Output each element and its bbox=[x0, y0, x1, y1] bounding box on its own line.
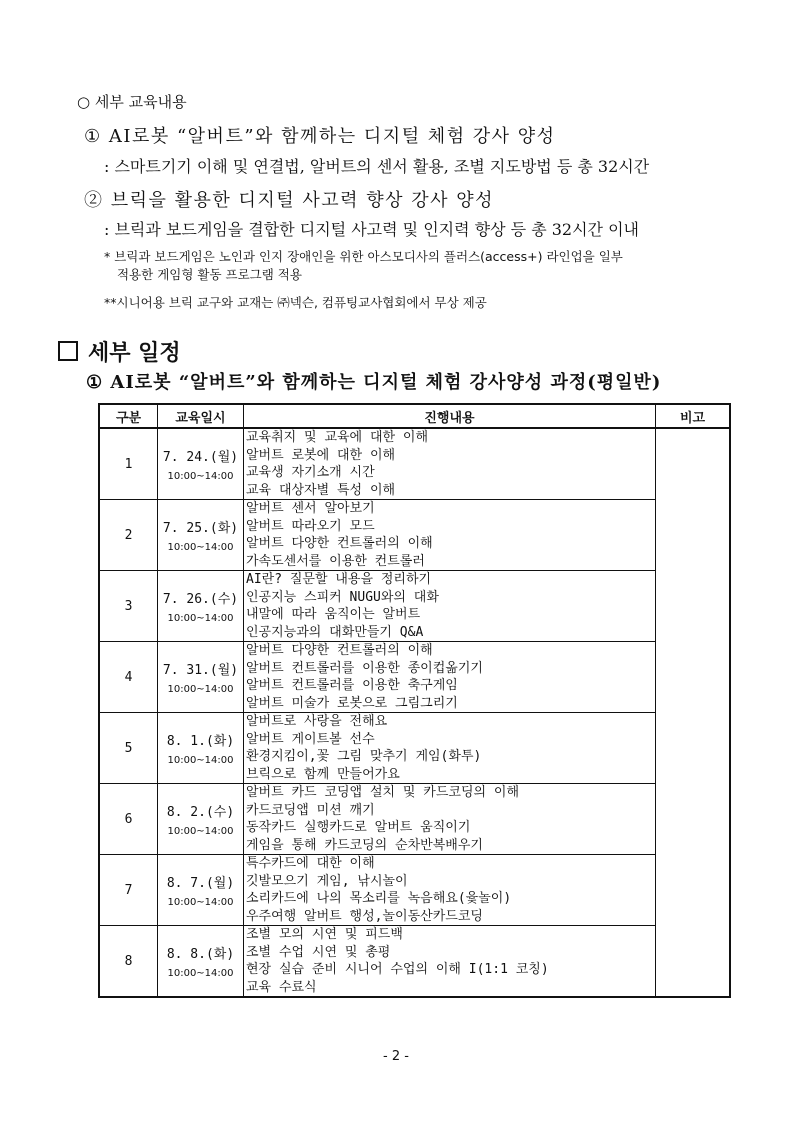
session-number: 4 bbox=[99, 642, 158, 713]
remarks-cell bbox=[656, 428, 731, 997]
session-number: 1 bbox=[99, 428, 158, 500]
session-content bbox=[244, 926, 656, 998]
course-1-description: : 스마트기기 이해 및 연결법, 알버트의 센서 활용, 조별 지도방법 등 총 32시간 bbox=[104, 157, 650, 176]
content-item: 교육생 자기소개 시간 bbox=[246, 465, 375, 480]
session-date: 7. 25.(화) bbox=[162, 521, 239, 536]
col-header-num: 구분 bbox=[99, 404, 158, 428]
session-date: 7. 26.(수) bbox=[162, 592, 239, 607]
content-item: 알버트 미술가 로봇으로 그림그리기 bbox=[246, 695, 458, 711]
session-datetime bbox=[158, 784, 244, 855]
content-item: 알버트 따라오기 모드 bbox=[246, 518, 375, 534]
col-header-content: 진행내용 bbox=[244, 404, 656, 428]
session-date: 7. 24.(월) bbox=[162, 450, 239, 465]
content-item: 교육 수료식 bbox=[246, 979, 317, 995]
content-item: 알버트로 사랑을 전해요 bbox=[246, 714, 388, 729]
content-item: 교육취지 및 교육에 대한 이해 bbox=[246, 430, 429, 445]
session-date: 8. 2.(수) bbox=[166, 805, 235, 820]
session-time: 10:00~14:00 bbox=[167, 613, 234, 624]
content-item: 교육 대상자별 특성 이해 bbox=[246, 482, 396, 498]
content-item: 깃발모으기 게임, 낚시놀이 bbox=[246, 873, 408, 889]
session-time: 10:00~14:00 bbox=[167, 684, 234, 695]
schedule-heading-text: 세부 일정 bbox=[88, 341, 181, 366]
session-date: 7. 31.(월) bbox=[162, 663, 239, 678]
footnote-2: **시니어용 브릭 교구와 교재는 ㈜넥슨, 컴퓨팅교사협회에서 무상 제공 bbox=[104, 295, 487, 310]
session-content bbox=[244, 642, 656, 713]
session-time: 10:00~14:00 bbox=[167, 826, 234, 837]
content-item: 소리카드에 나의 목소리를 녹음해요(윷놀이) bbox=[246, 891, 512, 906]
session-time: 10:00~14:00 bbox=[167, 968, 234, 979]
session-datetime bbox=[158, 571, 244, 642]
content-item: 현장 실습 준비 시니어 수업의 이해 I(1:1 코칭) bbox=[246, 962, 549, 977]
session-number: 8 bbox=[99, 926, 158, 998]
session-number: 2 bbox=[99, 500, 158, 571]
schedule-table-body bbox=[99, 428, 730, 997]
session-time: 10:00~14:00 bbox=[167, 471, 234, 482]
session-datetime bbox=[158, 926, 244, 998]
session-time: 10:00~14:00 bbox=[167, 897, 234, 908]
session-content bbox=[244, 713, 656, 784]
schedule-table bbox=[98, 403, 731, 998]
session-date: 8. 1.(화) bbox=[166, 734, 235, 749]
session-datetime bbox=[158, 642, 244, 713]
session-content bbox=[244, 784, 656, 855]
session-number: 5 bbox=[99, 713, 158, 784]
content-item: 알버트 다양한 컨트롤러의 이해 bbox=[246, 643, 433, 658]
content-item: 조별 모의 시연 및 피드백 bbox=[246, 927, 403, 942]
session-content bbox=[244, 500, 656, 571]
table-row bbox=[99, 642, 730, 713]
content-item: 동작카드 실행카드로 알버트 움직이기 bbox=[246, 820, 471, 835]
content-item: 조별 수업 시연 및 총평 bbox=[246, 944, 391, 960]
table-row bbox=[99, 500, 730, 571]
table-row bbox=[99, 926, 730, 998]
session-datetime bbox=[158, 713, 244, 784]
content-item: 알버트 컨트롤러를 이용한 종이컵옮기기 bbox=[246, 660, 483, 676]
schedule-subheading: ① AI로봇 “알버트”와 함께하는 디지털 체험 강사양성 과정(평일반) bbox=[86, 372, 662, 393]
checkbox-square-icon bbox=[58, 341, 78, 361]
table-row bbox=[99, 428, 730, 500]
session-content bbox=[244, 571, 656, 642]
footnote-1 bbox=[104, 248, 623, 284]
session-content bbox=[244, 855, 656, 926]
session-content bbox=[244, 428, 656, 500]
session-datetime bbox=[158, 500, 244, 571]
session-number: 3 bbox=[99, 571, 158, 642]
footnote-1-line-1: * 브릭과 보드게임은 노인과 인지 장애인을 위한 아스모디사의 플러스(access+) 라인업을 일부 bbox=[104, 249, 623, 264]
session-time: 10:00~14:00 bbox=[167, 542, 234, 553]
content-item: 인공지능 스피커 NUGU와의 대화 bbox=[246, 589, 439, 605]
content-item: 알버트 센서 알아보기 bbox=[246, 501, 375, 516]
session-number: 6 bbox=[99, 784, 158, 855]
content-item: 알버트 카드 코딩앱 설치 및 카드코딩의 이해 bbox=[246, 785, 520, 800]
session-datetime bbox=[158, 855, 244, 926]
content-item: AI란? 질문할 내용을 정리하기 bbox=[246, 572, 432, 587]
content-item: 알버트 컨트롤러를 이용한 축구게임 bbox=[246, 678, 458, 693]
detail-content-heading: ○ 세부 교육내용 bbox=[77, 93, 187, 111]
col-header-note: 비고 bbox=[656, 404, 731, 428]
table-row bbox=[99, 571, 730, 642]
content-item: 환경지킴이,꽃 그림 맞추기 게임(화투) bbox=[246, 749, 482, 764]
content-item: 인공지능과의 대화만들기 Q&A bbox=[246, 624, 424, 640]
content-item: 우주여행 알버트 행성,놀이동산카드코딩 bbox=[246, 908, 483, 924]
course-2-title: ② 브릭을 활용한 디지털 사고력 향상 강사 양성 bbox=[84, 190, 495, 211]
schedule-heading bbox=[58, 336, 181, 367]
footnote-1-line-2: 적용한 게임형 활동 프로그램 적용 bbox=[117, 267, 302, 282]
content-item: 특수카드에 대한 이해 bbox=[246, 856, 375, 871]
course-2-description: : 브릭과 보드게임을 결합한 디지털 사고력 및 인지력 향상 등 총 32시간 이내 bbox=[104, 220, 640, 239]
content-item: 알버트 게이트볼 선수 bbox=[246, 731, 375, 747]
content-item: 알버트 로봇에 대한 이해 bbox=[246, 447, 396, 463]
table-row bbox=[99, 855, 730, 926]
session-date: 8. 7.(월) bbox=[166, 876, 235, 891]
content-item: 알버트 다양한 컨트롤러의 이해 bbox=[246, 536, 433, 551]
session-date: 8. 8.(화) bbox=[166, 947, 235, 962]
session-time: 10:00~14:00 bbox=[167, 755, 234, 766]
content-item: 내말에 따라 움직이는 알버트 bbox=[246, 607, 421, 622]
content-item: 카드코딩앱 미션 깨기 bbox=[246, 802, 375, 818]
content-item: 게임을 통해 카드코딩의 순차반복배우기 bbox=[246, 837, 483, 853]
table-row bbox=[99, 784, 730, 855]
page-number: - 2 - bbox=[383, 1049, 409, 1064]
session-datetime bbox=[158, 428, 244, 500]
course-1-title: ① AI로봇 “알버트”와 함께하는 디지털 체험 강사 양성 bbox=[84, 126, 556, 147]
table-header-row bbox=[99, 404, 730, 428]
table-row bbox=[99, 713, 730, 784]
session-number: 7 bbox=[99, 855, 158, 926]
col-header-date: 교육일시 bbox=[158, 404, 244, 428]
content-item: 브릭으로 함께 만들어가요 bbox=[246, 766, 400, 782]
content-item: 가속도센서를 이용한 컨트롤러 bbox=[246, 553, 425, 569]
